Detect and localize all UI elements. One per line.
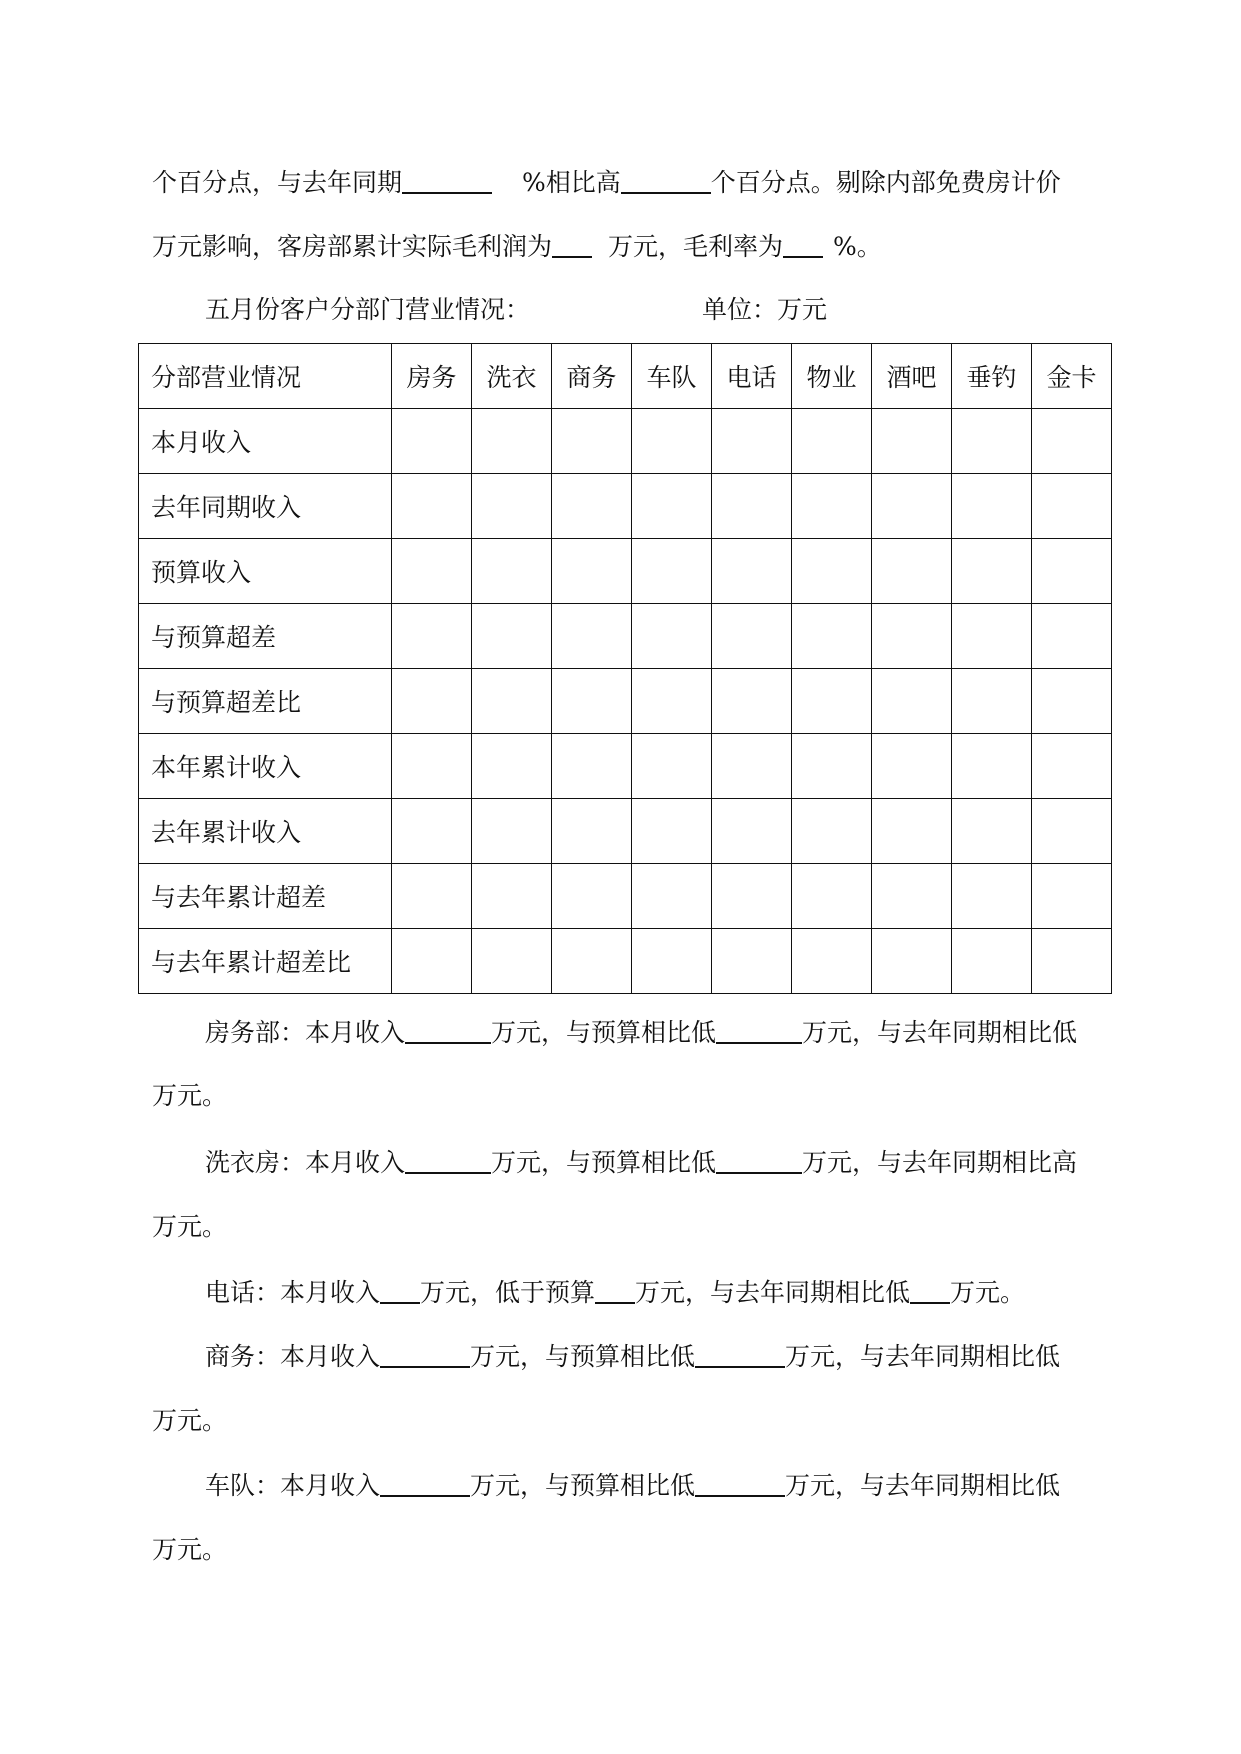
chedui-mid1: 万元，与预算相比低 bbox=[470, 1471, 696, 1500]
intro-text-2c: %。 bbox=[833, 232, 882, 261]
blank-field[interactable] bbox=[695, 1469, 785, 1497]
intro-text-1b: %相比高 bbox=[522, 168, 621, 197]
column-header: 电话 bbox=[712, 344, 792, 409]
blank-field[interactable] bbox=[405, 1146, 491, 1174]
table-cell[interactable] bbox=[952, 604, 1032, 669]
table-cell[interactable] bbox=[472, 409, 552, 474]
blank-field[interactable] bbox=[910, 1276, 950, 1304]
table-cell[interactable] bbox=[392, 409, 472, 474]
shangwu-line-2 bbox=[152, 1405, 227, 1437]
row-label: 与去年累计超差 bbox=[139, 864, 392, 929]
xiyi-line-2 bbox=[152, 1211, 227, 1243]
blank-field[interactable] bbox=[621, 166, 711, 194]
fangwu-line-1 bbox=[205, 1016, 1077, 1049]
table-cell[interactable] bbox=[712, 799, 792, 864]
table-cell[interactable] bbox=[792, 734, 872, 799]
shangwu-line-1 bbox=[205, 1340, 1060, 1373]
table-cell[interactable] bbox=[392, 669, 472, 734]
table-cell[interactable] bbox=[872, 604, 952, 669]
table-cell[interactable] bbox=[552, 539, 632, 604]
table-cell[interactable] bbox=[472, 864, 552, 929]
table-cell[interactable] bbox=[792, 604, 872, 669]
table-row bbox=[139, 669, 1112, 734]
table-cell[interactable] bbox=[392, 474, 472, 539]
table-cell[interactable] bbox=[472, 604, 552, 669]
row-label: 与去年累计超差比 bbox=[139, 929, 392, 994]
dianhua-line bbox=[205, 1276, 1025, 1309]
dianhua-prefix: 电话：本月收入 bbox=[205, 1278, 381, 1307]
blank-field[interactable] bbox=[552, 230, 592, 258]
column-header: 洗衣 bbox=[472, 344, 552, 409]
intro-line-2 bbox=[152, 230, 882, 263]
row-label: 与预算超差 bbox=[139, 604, 392, 669]
shangwu-mid2: 万元，与去年同期相比低 bbox=[785, 1342, 1061, 1371]
table-cell[interactable] bbox=[872, 474, 952, 539]
table-cell[interactable] bbox=[872, 799, 952, 864]
table-cell[interactable] bbox=[792, 409, 872, 474]
table-cell[interactable] bbox=[792, 864, 872, 929]
table-cell[interactable] bbox=[1032, 669, 1112, 734]
table-cell[interactable] bbox=[472, 669, 552, 734]
table-row bbox=[139, 734, 1112, 799]
blank-field[interactable] bbox=[716, 1016, 802, 1044]
table-cell[interactable] bbox=[1032, 734, 1112, 799]
intro-text-2b: 万元，毛利率为 bbox=[608, 232, 784, 261]
intro-text-2a: 万元影响，客房部累计实际毛利润为 bbox=[152, 232, 553, 261]
shangwu-prefix: 商务：本月收入 bbox=[205, 1342, 381, 1371]
revenue-table bbox=[138, 343, 1112, 994]
table-cell[interactable] bbox=[632, 864, 712, 929]
table-cell[interactable] bbox=[1032, 539, 1112, 604]
blank-field[interactable] bbox=[595, 1276, 635, 1304]
table-row bbox=[139, 864, 1112, 929]
row-label: 与预算超差比 bbox=[139, 669, 392, 734]
column-header: 垂钓 bbox=[952, 344, 1032, 409]
blank-field[interactable] bbox=[716, 1146, 802, 1174]
column-header: 房务 bbox=[392, 344, 472, 409]
intro-line-1 bbox=[152, 166, 1061, 199]
table-cell[interactable] bbox=[392, 604, 472, 669]
table-cell[interactable] bbox=[632, 929, 712, 994]
table-cell[interactable] bbox=[632, 799, 712, 864]
table-corner-cell: 分部营业情况 bbox=[139, 344, 392, 409]
table-cell[interactable] bbox=[472, 799, 552, 864]
table-cell[interactable] bbox=[872, 929, 952, 994]
table-cell[interactable] bbox=[1032, 474, 1112, 539]
table-cell[interactable] bbox=[712, 669, 792, 734]
table-row bbox=[139, 539, 1112, 604]
table-cell[interactable] bbox=[712, 539, 792, 604]
table-cell[interactable] bbox=[632, 604, 712, 669]
table-cell[interactable] bbox=[952, 929, 1032, 994]
table-cell[interactable] bbox=[792, 799, 872, 864]
table-caption bbox=[205, 294, 827, 326]
blank-field[interactable] bbox=[695, 1340, 785, 1368]
table-cell[interactable] bbox=[1032, 799, 1112, 864]
dianhua-mid1: 万元，低于预算 bbox=[420, 1278, 596, 1307]
table-cell[interactable] bbox=[792, 669, 872, 734]
table-header-row bbox=[139, 344, 1112, 409]
table-cell[interactable] bbox=[712, 474, 792, 539]
table-cell[interactable] bbox=[952, 799, 1032, 864]
table-cell[interactable] bbox=[632, 734, 712, 799]
table-cell[interactable] bbox=[712, 734, 792, 799]
dianhua-tail: 万元。 bbox=[950, 1278, 1026, 1307]
shangwu-tail: 万元。 bbox=[152, 1406, 228, 1435]
table-cell[interactable] bbox=[792, 474, 872, 539]
table-cell[interactable] bbox=[1032, 409, 1112, 474]
table-cell[interactable] bbox=[632, 409, 712, 474]
table-cell[interactable] bbox=[472, 539, 552, 604]
table-row bbox=[139, 604, 1112, 669]
xiyi-mid1: 万元，与预算相比低 bbox=[491, 1148, 717, 1177]
xiyi-mid2: 万元，与去年同期相比高 bbox=[802, 1148, 1078, 1177]
table-cell[interactable] bbox=[792, 539, 872, 604]
blank-field[interactable] bbox=[405, 1016, 491, 1044]
table-cell[interactable] bbox=[552, 929, 632, 994]
table-cell[interactable] bbox=[1032, 864, 1112, 929]
table-cell[interactable] bbox=[712, 929, 792, 994]
row-label: 去年累计收入 bbox=[139, 799, 392, 864]
table-cell[interactable] bbox=[872, 734, 952, 799]
chedui-line-1 bbox=[205, 1469, 1060, 1502]
table-row bbox=[139, 929, 1112, 994]
table-cell[interactable] bbox=[552, 669, 632, 734]
intro-text-1c: 个百分点。剔除内部免费房计价 bbox=[710, 168, 1061, 197]
table-cell[interactable] bbox=[632, 669, 712, 734]
column-header: 商务 bbox=[552, 344, 632, 409]
table-cell[interactable] bbox=[952, 539, 1032, 604]
row-label: 去年同期收入 bbox=[139, 474, 392, 539]
table-cell[interactable] bbox=[872, 409, 952, 474]
fangwu-prefix: 房务部：本月收入 bbox=[205, 1018, 406, 1047]
fangwu-line-2 bbox=[152, 1080, 227, 1112]
table-cell[interactable] bbox=[872, 864, 952, 929]
table-cell[interactable] bbox=[952, 409, 1032, 474]
fangwu-mid2: 万元，与去年同期相比低 bbox=[802, 1018, 1078, 1047]
table-cell[interactable] bbox=[472, 929, 552, 994]
chedui-tail: 万元。 bbox=[152, 1535, 228, 1564]
table-cell[interactable] bbox=[952, 474, 1032, 539]
dianhua-mid2: 万元，与去年同期相比低 bbox=[635, 1278, 911, 1307]
blank-field[interactable] bbox=[783, 230, 823, 258]
table-row bbox=[139, 474, 1112, 539]
blank-field[interactable] bbox=[402, 166, 492, 194]
table-unit: 单位：万元 bbox=[702, 295, 828, 324]
table-cell[interactable] bbox=[392, 539, 472, 604]
table-cell[interactable] bbox=[552, 799, 632, 864]
blank-field[interactable] bbox=[380, 1340, 470, 1368]
column-header: 车队 bbox=[632, 344, 712, 409]
table-cell[interactable] bbox=[392, 734, 472, 799]
table-cell[interactable] bbox=[952, 864, 1032, 929]
table-cell[interactable] bbox=[952, 669, 1032, 734]
table-cell[interactable] bbox=[792, 929, 872, 994]
table-cell[interactable] bbox=[552, 604, 632, 669]
table-cell[interactable] bbox=[392, 799, 472, 864]
table-row bbox=[139, 799, 1112, 864]
fangwu-tail: 万元。 bbox=[152, 1081, 228, 1110]
table-cell[interactable] bbox=[712, 604, 792, 669]
column-header: 物业 bbox=[792, 344, 872, 409]
table-cell[interactable] bbox=[472, 734, 552, 799]
table-cell[interactable] bbox=[632, 539, 712, 604]
table-cell[interactable] bbox=[552, 409, 632, 474]
table-title: 五月份客户分部门营业情况： bbox=[205, 295, 531, 324]
table-cell[interactable] bbox=[472, 474, 552, 539]
xiyi-line-1 bbox=[205, 1146, 1077, 1179]
table-cell[interactable] bbox=[632, 474, 712, 539]
row-label: 预算收入 bbox=[139, 539, 392, 604]
xiyi-prefix: 洗衣房：本月收入 bbox=[205, 1148, 406, 1177]
table-cell[interactable] bbox=[712, 409, 792, 474]
intro-text-1a: 个百分点，与去年同期 bbox=[152, 168, 403, 197]
table-cell[interactable] bbox=[1032, 929, 1112, 994]
shangwu-mid1: 万元，与预算相比低 bbox=[470, 1342, 696, 1371]
chedui-prefix: 车队：本月收入 bbox=[205, 1471, 381, 1500]
table-cell[interactable] bbox=[712, 864, 792, 929]
xiyi-tail: 万元。 bbox=[152, 1212, 228, 1241]
table-cell[interactable] bbox=[1032, 604, 1112, 669]
column-header: 金卡 bbox=[1032, 344, 1112, 409]
row-label: 本月收入 bbox=[139, 409, 392, 474]
column-header: 酒吧 bbox=[872, 344, 952, 409]
table-cell[interactable] bbox=[392, 864, 472, 929]
table-cell[interactable] bbox=[872, 539, 952, 604]
table-cell[interactable] bbox=[952, 734, 1032, 799]
fangwu-mid1: 万元，与预算相比低 bbox=[491, 1018, 717, 1047]
blank-field[interactable] bbox=[380, 1469, 470, 1497]
row-label: 本年累计收入 bbox=[139, 734, 392, 799]
table-cell[interactable] bbox=[392, 929, 472, 994]
table-cell[interactable] bbox=[872, 669, 952, 734]
table-cell[interactable] bbox=[552, 734, 632, 799]
table-cell[interactable] bbox=[552, 864, 632, 929]
chedui-mid2: 万元，与去年同期相比低 bbox=[785, 1471, 1061, 1500]
table-cell[interactable] bbox=[552, 474, 632, 539]
chedui-line-2 bbox=[152, 1534, 227, 1566]
blank-field[interactable] bbox=[380, 1276, 420, 1304]
table-row bbox=[139, 409, 1112, 474]
